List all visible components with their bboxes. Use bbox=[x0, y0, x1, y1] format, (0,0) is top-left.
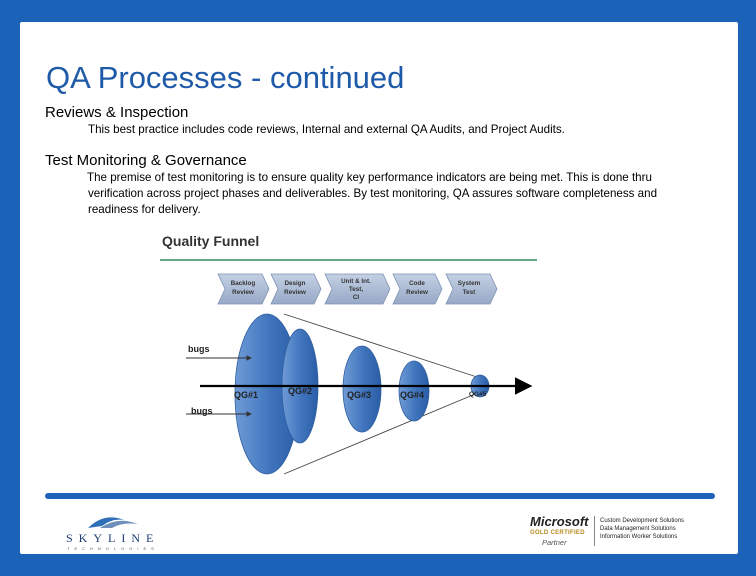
bugs-label-top: bugs bbox=[188, 344, 210, 354]
bugs-label-bottom: bugs bbox=[191, 406, 213, 416]
stage-label: Review bbox=[232, 289, 254, 296]
stage-boxes bbox=[218, 274, 497, 304]
stage-label: Review bbox=[406, 289, 428, 296]
stage-label: Backlog bbox=[230, 280, 256, 287]
quality-gate-3-label: QG#3 bbox=[347, 390, 372, 400]
partner-solutions-list bbox=[600, 517, 684, 541]
section-heading-monitoring: Test Monitoring & Governance bbox=[45, 152, 247, 169]
funnel-title: Quality Funnel bbox=[162, 233, 260, 249]
stage-code-review bbox=[393, 274, 442, 304]
quality-funnel-diagram bbox=[150, 228, 550, 480]
logo-subtitle: TECHNOLOGIES bbox=[67, 546, 159, 551]
quality-gate-3-ellipse bbox=[343, 346, 381, 432]
quality-gate-4-label: QG#4 bbox=[400, 390, 425, 400]
stage-backlog-review bbox=[218, 274, 269, 304]
footer-divider bbox=[45, 493, 715, 499]
stage-label: Code bbox=[409, 280, 425, 287]
section-text-monitoring: The premise of test monitoring is to ensure quality key performance indicators are being met. This is done thru verification across project phases and deliverables. By test monitoring, QA assures software completeness and readiness for delivery. bbox=[87, 171, 658, 216]
slide-title: QA Processes - continued bbox=[46, 60, 405, 95]
microsoft-wordmark: Microsoft bbox=[530, 514, 589, 529]
solution-item: Information Worker Solutions bbox=[600, 534, 678, 540]
section-text-reviews: This best practice includes code reviews, Internal and external QA Audits, and Project Audits. bbox=[88, 123, 565, 136]
stage-label: Design bbox=[284, 280, 306, 287]
stage-design-review bbox=[271, 274, 321, 304]
gold-certified-label: GOLD CERTIFIED bbox=[530, 530, 585, 536]
stage-label: System bbox=[457, 280, 481, 287]
skyline-logo bbox=[58, 508, 168, 552]
partner-label: Partner bbox=[542, 538, 567, 547]
section-heading-reviews: Reviews & Inspection bbox=[45, 104, 189, 121]
stage-label: CI bbox=[352, 294, 360, 301]
stage-label: Test, bbox=[348, 286, 364, 293]
partner-separator bbox=[594, 516, 595, 546]
stage-label: Test bbox=[462, 289, 476, 296]
microsoft-partner-badge bbox=[530, 514, 710, 548]
quality-gate-1-label: QG#1 bbox=[234, 390, 259, 400]
quality-gate-2-label: QG#2 bbox=[288, 386, 313, 396]
quality-gate-5-label: QG#5 bbox=[469, 391, 487, 398]
stage-label: Unit & Int. bbox=[341, 278, 371, 285]
solution-item: Custom Development Solutions bbox=[600, 518, 685, 524]
stage-label: Review bbox=[284, 289, 306, 296]
stage-unit-int-test bbox=[325, 274, 390, 304]
logo-wordmark: SKYLINE bbox=[66, 531, 160, 545]
stage-system-test bbox=[446, 274, 497, 304]
solution-item: Data Management Solutions bbox=[600, 526, 676, 532]
